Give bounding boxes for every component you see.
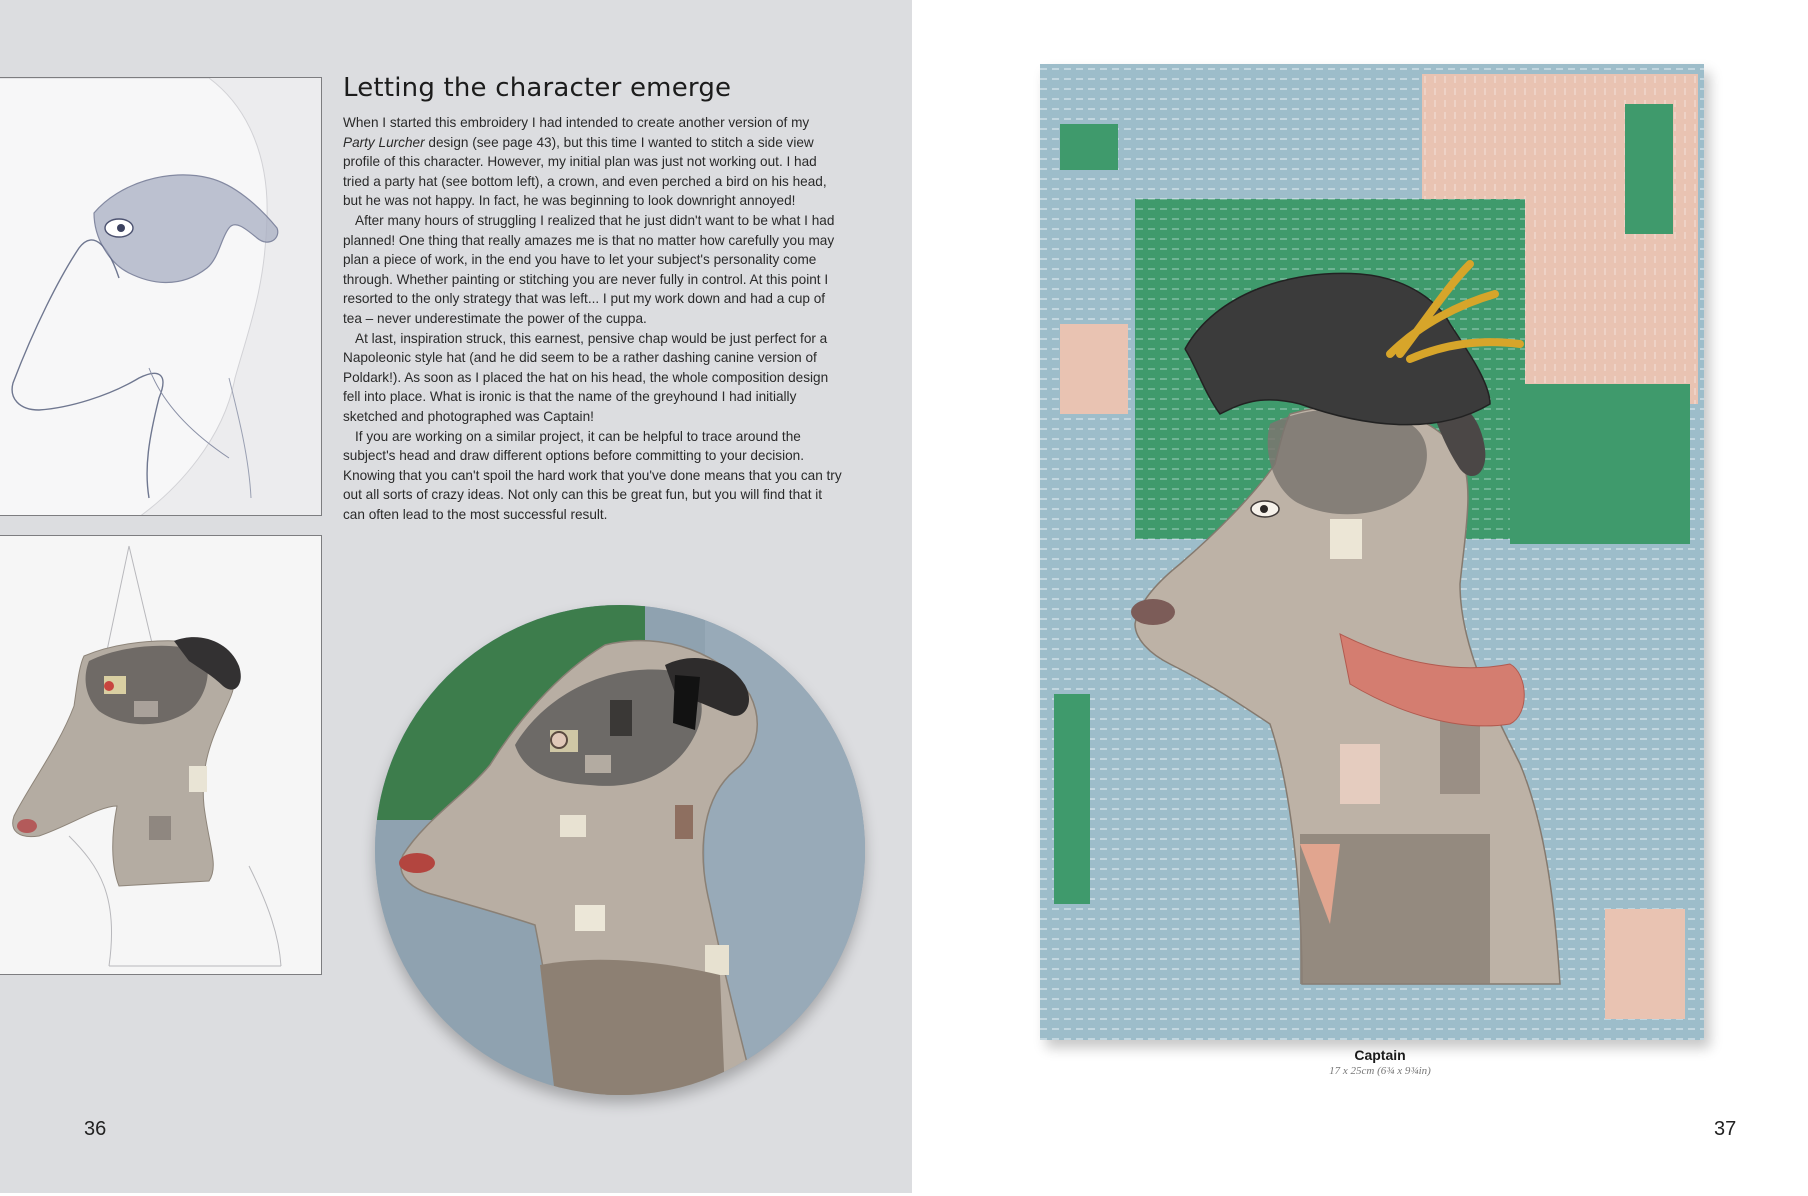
- article: [343, 71, 843, 524]
- circular-collage-photo: [375, 605, 865, 1095]
- article-paragraph-4: If you are working on a similar project, it can be helpful to trace around the subject's head and draw different options before committing to your decision. Knowing that you can't spoil the hard work that you've done means that you can try out all sorts of crazy ideas. Not only can this be great fun, but you will find that it can often lead to the most successful result.: [343, 428, 842, 522]
- italic-title-reference: Party Lurcher: [343, 134, 425, 150]
- article-title: Letting the character emerge: [343, 73, 732, 103]
- cutout-photo: [0, 535, 322, 975]
- article-body: [343, 113, 843, 524]
- paragraph-text: design (see page 43), but this time I wanted to stitch a side view profile of this character. However, my initial plan was just not working out. I had tried a party hat (see bottom left), a crown, and even perched a bird on his head, but he was not happy. In fact, he was beginning to look downright annoyed!: [343, 134, 827, 209]
- article-paragraph-2: After many hours of struggling I realized that he just didn't want to be what I had planned! One thing that really amazes me is that no matter how carefully you may plan a piece of work, in the end you have to let your subject's personality come through. Whether painting or stitching you are never fully in control. At this point I resorted to the only strategy that was left... I put my work down and had a cup of tea – never underestimate the power of the cuppa.: [343, 212, 835, 326]
- captain-embroidery-illustration: [1040, 64, 1704, 1040]
- page-number-right: 37: [1714, 1118, 1737, 1140]
- greyhound-sketch-illustration: [0, 78, 322, 516]
- sketch-photo: [0, 77, 322, 516]
- caption-dimensions: 17 x 25cm (6¾ x 9¾in): [1329, 1065, 1431, 1077]
- article-paragraph-3: At last, inspiration struck, this earnest, pensive chap would be just perfect for a Napoleonic style hat (and he did seem to be a rather dashing canine version of Poldark!). As soon as I placed the hat on his head, the whole composition design fell into place. What is ironic is that the name of the greyhound I had initially sketched and photographed was Captain!: [343, 330, 829, 424]
- artwork-caption: [1100, 1046, 1660, 1078]
- page-number-left: 36: [84, 1118, 107, 1140]
- paragraph-text: When I started this embroidery I had intended to create another version of my: [343, 115, 810, 130]
- greyhound-collage-illustration: [375, 605, 865, 1095]
- caption-title: Captain: [1354, 1047, 1406, 1063]
- captain-embroidery-artwork: [1040, 64, 1704, 1040]
- greyhound-cutout-illustration: [0, 536, 322, 975]
- article-paragraph-1: [343, 113, 843, 211]
